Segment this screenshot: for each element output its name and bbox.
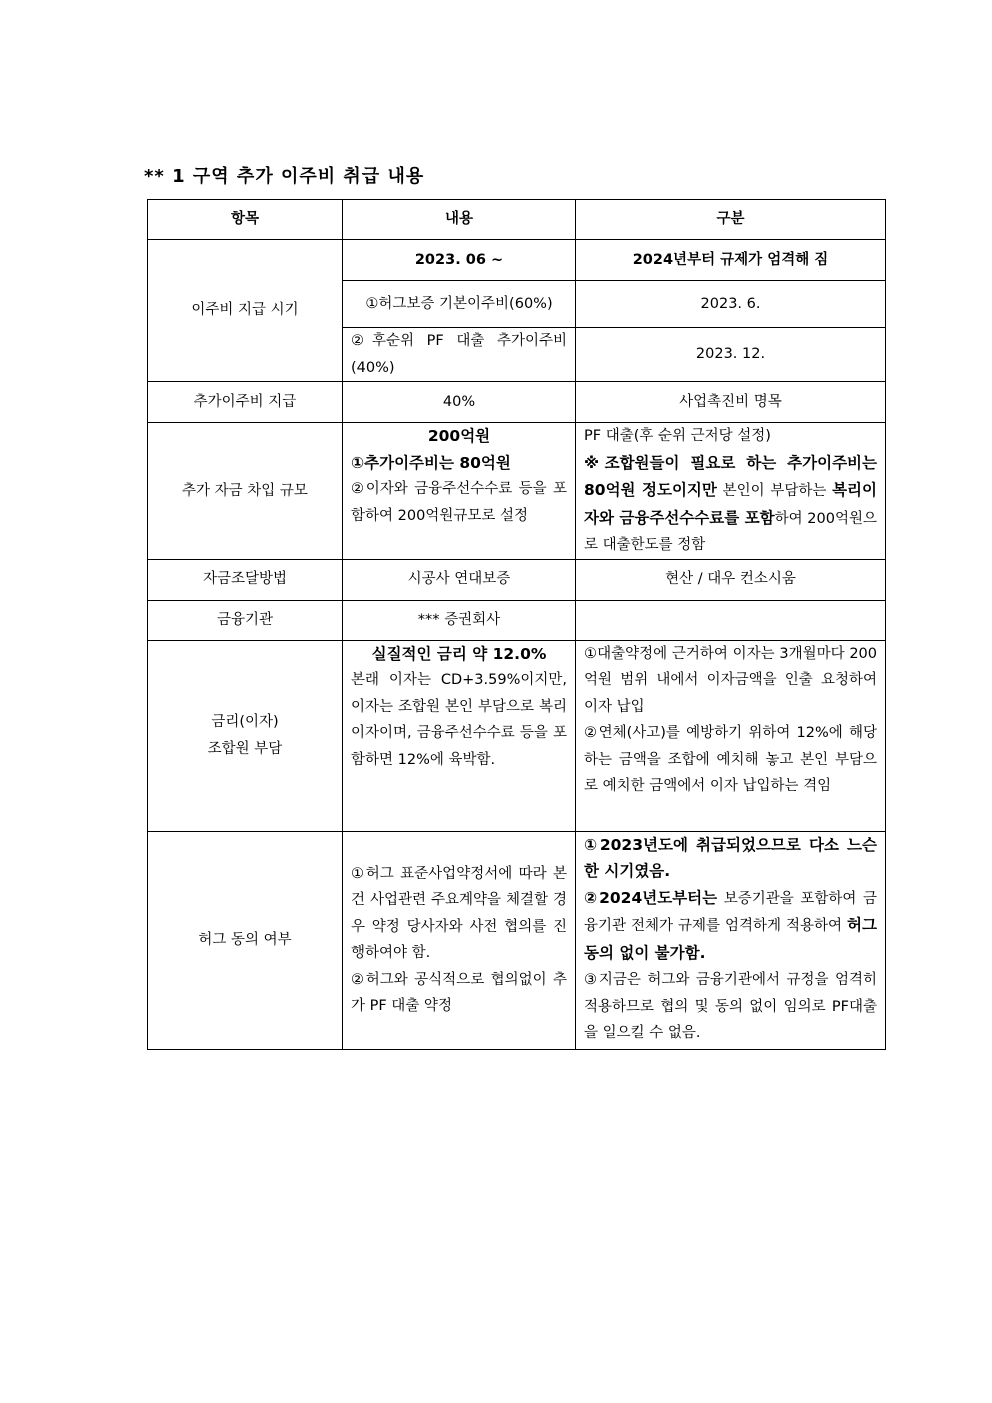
hug-consent-point-3: ③지금은 허그와 금융기관에서 규정을 엄격히 적용하므로 협의 및 동의 없이 임의로 PF대출을 일으킬 수 없음. — [584, 972, 877, 1041]
institution-value: *** 증권회사 — [343, 600, 576, 640]
borrowing-scale-category — [576, 423, 886, 560]
borrowing-emphasis-1: ※조합원들이 필요로 하는 추가이주비는 80억원 정도이지만 — [584, 453, 877, 499]
table-row — [148, 423, 886, 560]
hug-point-2-emphasis: ②2024년도부터는 — [584, 888, 718, 907]
row-label-timing: 이주비 지급 시기 — [148, 240, 343, 382]
row-label-borrowing-scale: 추가 자금 차입 규모 — [148, 423, 343, 560]
borrowing-migration-amount: ①추가이주비는 80억원 — [351, 453, 511, 472]
hug-consent-point-1: ①2023년도에 취급되었으므로 다소 느슨한 시기였음. — [584, 835, 877, 880]
document-title: ** 1 구역 추가 이주비 취급 내용 — [144, 166, 425, 187]
borrowing-scale-content — [343, 423, 576, 560]
row-label-funding-method: 자금조달방법 — [148, 559, 343, 600]
row-label-hug-consent: 허그 동의 여부 — [148, 831, 343, 1049]
interest-note-2: ②연체(사고)를 예방하기 위하여 12%에 해당하는 금액을 조합에 예치해 놓고 본인 부담으로 예치한 금액에서 이자 납입하는 격임 — [584, 725, 877, 794]
table-row — [148, 382, 886, 423]
interest-rate-headline: 실질적인 금리 약 12.0% — [371, 644, 547, 663]
table-row — [148, 831, 886, 1049]
migration-cost-table — [147, 199, 886, 1050]
hug-consent-category — [576, 831, 886, 1049]
borrowing-emphasis-2: 복리이자와 금융주선수수료를 포함 — [584, 481, 877, 527]
interest-note-1: ①대출약정에 근거하여 이자는 3개월마다 200억원 범위 내에서 이자금액을 인출 요청하여 이자 납입 — [584, 645, 877, 715]
interest-label-line1: 금리(이자) — [211, 714, 279, 730]
timing-start: 2023. 06 ~ — [343, 240, 576, 281]
borrowing-text-2: 하여 200억원으로 대출한도를 정함 — [584, 510, 877, 553]
additional-payment-ratio: 40% — [343, 382, 576, 423]
table-row — [148, 559, 886, 600]
additional-payment-purpose: 사업촉진비 명목 — [576, 382, 886, 423]
hug-point-2-text: 보증기관을 포함하여 금융기관 전체가 규제를 엄격하게 적용하여 — [584, 890, 877, 934]
hug-point-2-emphasis-2: 허그 동의 없이 불가함. — [584, 916, 877, 962]
borrowing-total: 200억원 — [427, 427, 491, 445]
funding-method-consortium: 현산 / 대우 컨소시움 — [576, 559, 886, 600]
timing-additional-date: 2023. 12. — [576, 328, 886, 382]
interest-label-line2: 조합원 부담 — [207, 740, 283, 757]
table-row — [148, 640, 886, 831]
timing-basic-migration: ①허그보증 기본이주비(60%) — [343, 281, 576, 328]
institution-category — [576, 600, 886, 640]
table-row — [148, 600, 886, 640]
timing-basic-date: 2023. 6. — [576, 281, 886, 328]
interest-category — [576, 640, 886, 831]
funding-method-value: 시공사 연대보증 — [343, 559, 576, 600]
table-header-row — [148, 200, 886, 240]
hug-consent-content — [343, 831, 576, 1049]
interest-content — [343, 640, 576, 831]
row-label-interest — [148, 640, 343, 831]
header-content: 내용 — [343, 200, 576, 240]
timing-note: 2024년부터 규제가 엄격해 짐 — [576, 240, 886, 281]
pf-loan-note: PF 대출(후 순위 근저당 설정) — [584, 428, 771, 444]
hug-consent-point-2 — [584, 885, 877, 968]
row-label-additional-payment: 추가이주비 지급 — [148, 382, 343, 423]
borrowing-interest-fees: ②이자와 금융주선수수료 등을 포함하여 200억원규모로 설정 — [351, 481, 567, 524]
borrowing-explanation — [584, 450, 877, 559]
borrowing-text-1: 본인이 부담하는 — [716, 483, 833, 499]
header-category: 구분 — [576, 200, 886, 240]
table-row — [148, 240, 886, 281]
hug-consent-note-1: ①허그 표준사업약정서에 따라 본건 사업관련 주요계약을 체결할 경우 약정 당사자와 사전 협의를 진행하여야 함. — [351, 865, 567, 961]
row-label-institution: 금융기관 — [148, 600, 343, 640]
hug-consent-note-2: ②허그와 공식적으로 협의없이 추가 PF 대출 약정 — [351, 971, 567, 1014]
timing-additional-migration: ②후순위 PF 대출 추가이주비(40%) — [343, 328, 576, 382]
interest-rate-detail: 본래 이자는 CD+3.59%이지만, 이자는 조합원 본인 부담으로 복리 이자이며, 금융주선수수료 등을 포함하면 12%에 육박함. — [351, 672, 567, 768]
header-item: 항목 — [148, 200, 343, 240]
